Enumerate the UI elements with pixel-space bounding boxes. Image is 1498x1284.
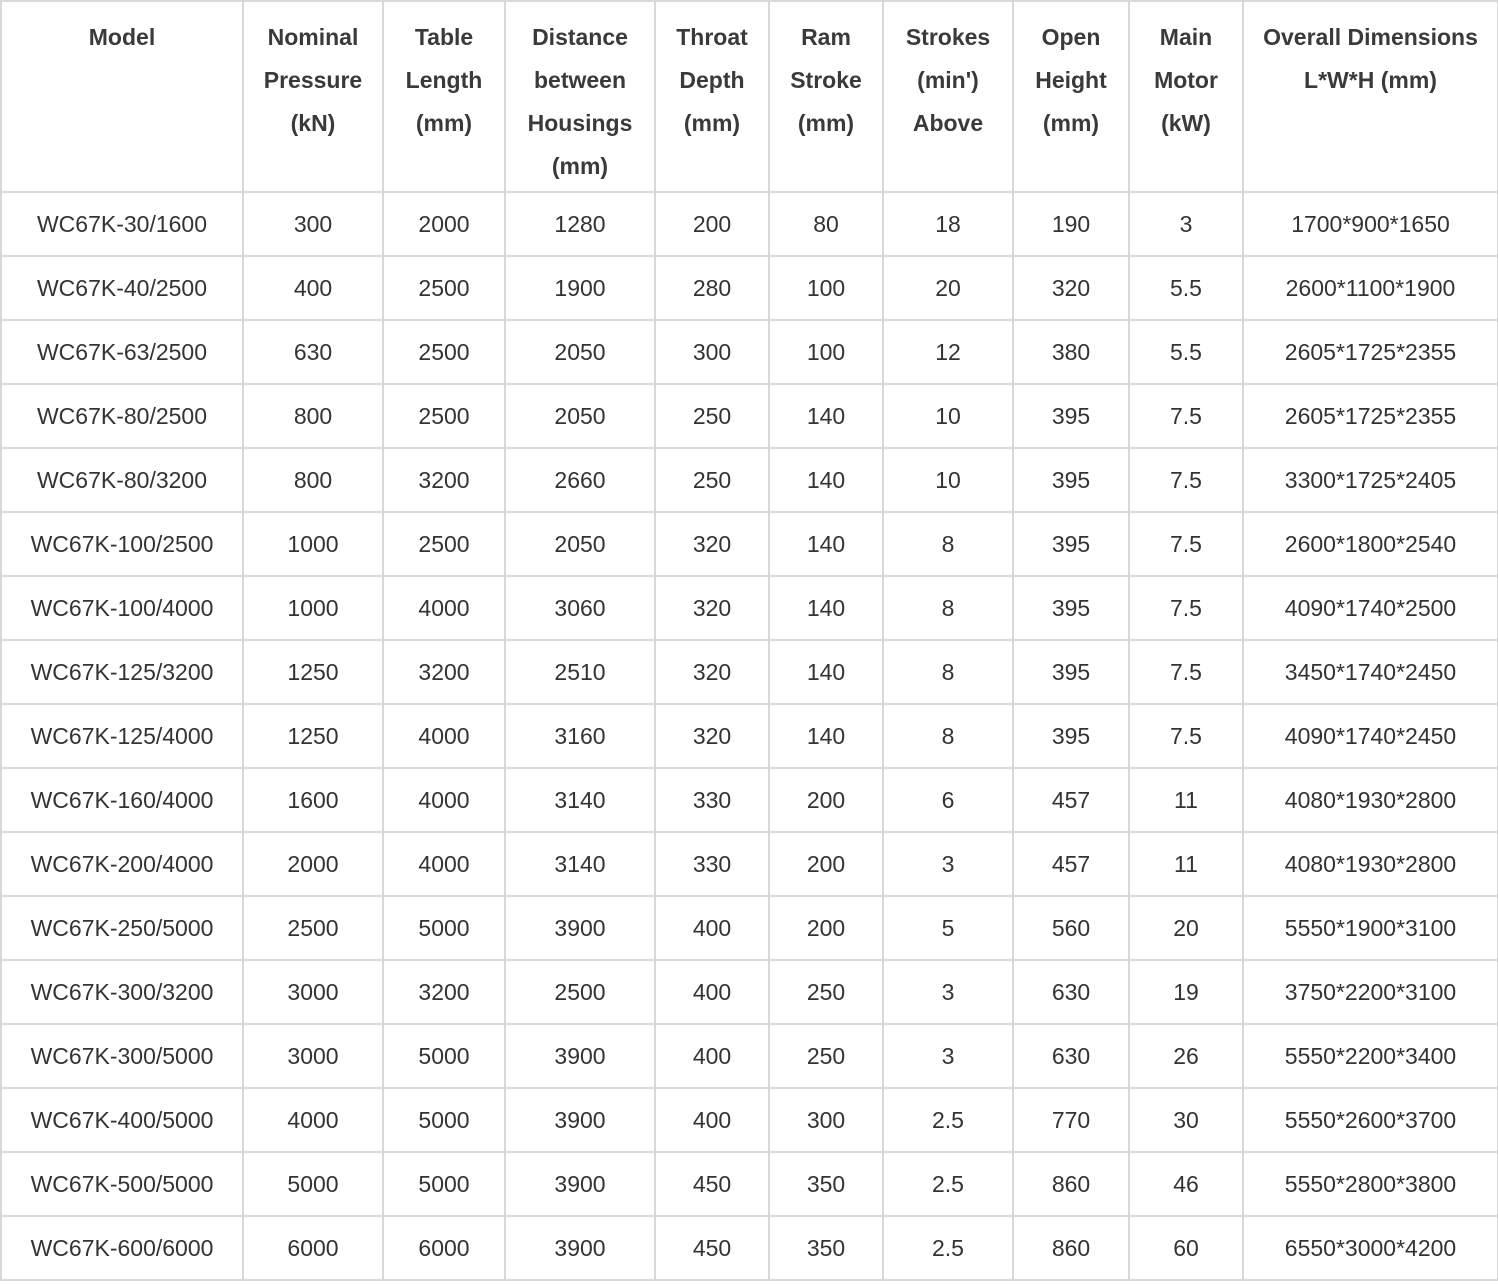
cell-main-motor: 7.5 — [1129, 704, 1243, 768]
cell-model: WC67K-80/2500 — [1, 384, 243, 448]
cell-strokes: 18 — [883, 192, 1013, 256]
cell-open-height: 457 — [1013, 832, 1129, 896]
cell-distance-between-housings: 3160 — [505, 704, 655, 768]
header-main-motor — [1129, 1, 1243, 192]
cell-strokes: 10 — [883, 448, 1013, 512]
cell-open-height: 395 — [1013, 512, 1129, 576]
cell-strokes: 6 — [883, 768, 1013, 832]
header-distance-between-housings — [505, 1, 655, 192]
cell-strokes: 2.5 — [883, 1152, 1013, 1216]
cell-overall-dimensions: 2605*1725*2355 — [1243, 320, 1498, 384]
table-row — [1, 1216, 1498, 1280]
header-line: Length — [405, 67, 483, 93]
header-line: Housings — [527, 110, 633, 136]
cell-throat-depth: 320 — [655, 640, 769, 704]
header-line: (mm) — [551, 153, 609, 179]
cell-strokes: 8 — [883, 576, 1013, 640]
cell-ram-stroke: 100 — [769, 256, 883, 320]
cell-open-height: 770 — [1013, 1088, 1129, 1152]
cell-table-length: 4000 — [383, 704, 505, 768]
header-line: (min') — [917, 67, 979, 93]
cell-ram-stroke: 200 — [769, 896, 883, 960]
header-throat-depth — [655, 1, 769, 192]
cell-table-length: 3200 — [383, 448, 505, 512]
cell-table-length: 4000 — [383, 576, 505, 640]
table-row — [1, 1152, 1498, 1216]
cell-model: WC67K-300/5000 — [1, 1024, 243, 1088]
table-row — [1, 896, 1498, 960]
cell-open-height: 860 — [1013, 1216, 1129, 1280]
cell-nominal-pressure: 6000 — [243, 1216, 383, 1280]
table-row — [1, 1088, 1498, 1152]
cell-main-motor: 20 — [1129, 896, 1243, 960]
header-line: between — [533, 67, 627, 93]
cell-strokes: 8 — [883, 704, 1013, 768]
cell-distance-between-housings: 1280 — [505, 192, 655, 256]
cell-table-length: 2500 — [383, 512, 505, 576]
cell-table-length: 2500 — [383, 320, 505, 384]
cell-main-motor: 7.5 — [1129, 576, 1243, 640]
cell-open-height: 560 — [1013, 896, 1129, 960]
cell-distance-between-housings: 2050 — [505, 320, 655, 384]
cell-ram-stroke: 250 — [769, 1024, 883, 1088]
cell-nominal-pressure: 1000 — [243, 512, 383, 576]
cell-model: WC67K-400/5000 — [1, 1088, 243, 1152]
cell-nominal-pressure: 1250 — [243, 640, 383, 704]
cell-strokes: 8 — [883, 640, 1013, 704]
cell-distance-between-housings: 3060 — [505, 576, 655, 640]
cell-throat-depth: 330 — [655, 832, 769, 896]
cell-throat-depth: 400 — [655, 1024, 769, 1088]
cell-table-length: 5000 — [383, 1152, 505, 1216]
cell-ram-stroke: 140 — [769, 384, 883, 448]
cell-open-height: 630 — [1013, 960, 1129, 1024]
cell-nominal-pressure: 1250 — [243, 704, 383, 768]
cell-nominal-pressure: 800 — [243, 448, 383, 512]
cell-strokes: 2.5 — [883, 1216, 1013, 1280]
cell-overall-dimensions: 5550*1900*3100 — [1243, 896, 1498, 960]
cell-distance-between-housings: 3900 — [505, 1024, 655, 1088]
cell-throat-depth: 450 — [655, 1152, 769, 1216]
cell-ram-stroke: 250 — [769, 960, 883, 1024]
cell-model: WC67K-200/4000 — [1, 832, 243, 896]
header-line: (kN) — [290, 110, 336, 136]
cell-overall-dimensions: 4080*1930*2800 — [1243, 768, 1498, 832]
header-line: Strokes — [905, 24, 991, 50]
cell-open-height: 630 — [1013, 1024, 1129, 1088]
cell-nominal-pressure: 2500 — [243, 896, 383, 960]
cell-throat-depth: 330 — [655, 768, 769, 832]
table-header — [1, 1, 1498, 192]
cell-main-motor: 30 — [1129, 1088, 1243, 1152]
cell-main-motor: 5.5 — [1129, 320, 1243, 384]
header-nominal-pressure — [243, 1, 383, 192]
cell-overall-dimensions: 2605*1725*2355 — [1243, 384, 1498, 448]
cell-strokes: 2.5 — [883, 1088, 1013, 1152]
cell-main-motor: 26 — [1129, 1024, 1243, 1088]
cell-strokes: 10 — [883, 384, 1013, 448]
header-table-length — [383, 1, 505, 192]
cell-open-height: 860 — [1013, 1152, 1129, 1216]
cell-table-length: 5000 — [383, 1088, 505, 1152]
cell-table-length: 2500 — [383, 384, 505, 448]
cell-model: WC67K-125/4000 — [1, 704, 243, 768]
cell-overall-dimensions: 1700*900*1650 — [1243, 192, 1498, 256]
cell-throat-depth: 400 — [655, 896, 769, 960]
cell-table-length: 5000 — [383, 896, 505, 960]
cell-model: WC67K-500/5000 — [1, 1152, 243, 1216]
cell-distance-between-housings: 1900 — [505, 256, 655, 320]
table-row — [1, 576, 1498, 640]
cell-nominal-pressure: 400 — [243, 256, 383, 320]
cell-throat-depth: 320 — [655, 512, 769, 576]
cell-strokes: 5 — [883, 896, 1013, 960]
table-row — [1, 960, 1498, 1024]
cell-overall-dimensions: 6550*3000*4200 — [1243, 1216, 1498, 1280]
cell-main-motor: 19 — [1129, 960, 1243, 1024]
cell-ram-stroke: 200 — [769, 768, 883, 832]
header-model — [1, 1, 243, 192]
cell-open-height: 457 — [1013, 768, 1129, 832]
header-line: (mm) — [683, 110, 741, 136]
cell-ram-stroke: 100 — [769, 320, 883, 384]
cell-main-motor: 7.5 — [1129, 384, 1243, 448]
cell-open-height: 395 — [1013, 576, 1129, 640]
cell-nominal-pressure: 630 — [243, 320, 383, 384]
cell-ram-stroke: 80 — [769, 192, 883, 256]
cell-nominal-pressure: 1600 — [243, 768, 383, 832]
cell-open-height: 395 — [1013, 384, 1129, 448]
cell-open-height: 395 — [1013, 704, 1129, 768]
cell-table-length: 3200 — [383, 640, 505, 704]
cell-overall-dimensions: 4080*1930*2800 — [1243, 832, 1498, 896]
cell-nominal-pressure: 3000 — [243, 1024, 383, 1088]
cell-strokes: 12 — [883, 320, 1013, 384]
cell-table-length: 2000 — [383, 192, 505, 256]
cell-strokes: 8 — [883, 512, 1013, 576]
cell-throat-depth: 200 — [655, 192, 769, 256]
cell-model: WC67K-125/3200 — [1, 640, 243, 704]
cell-ram-stroke: 140 — [769, 448, 883, 512]
cell-nominal-pressure: 4000 — [243, 1088, 383, 1152]
cell-ram-stroke: 140 — [769, 512, 883, 576]
cell-strokes: 3 — [883, 960, 1013, 1024]
cell-overall-dimensions: 5550*2600*3700 — [1243, 1088, 1498, 1152]
header-line: Open — [1041, 24, 1101, 50]
cell-ram-stroke: 200 — [769, 832, 883, 896]
table-row — [1, 320, 1498, 384]
cell-distance-between-housings: 2050 — [505, 512, 655, 576]
cell-main-motor: 60 — [1129, 1216, 1243, 1280]
cell-table-length: 6000 — [383, 1216, 505, 1280]
cell-main-motor: 11 — [1129, 768, 1243, 832]
cell-throat-depth: 320 — [655, 704, 769, 768]
cell-strokes: 20 — [883, 256, 1013, 320]
cell-nominal-pressure: 800 — [243, 384, 383, 448]
cell-strokes: 3 — [883, 1024, 1013, 1088]
cell-overall-dimensions: 4090*1740*2500 — [1243, 576, 1498, 640]
cell-main-motor: 5.5 — [1129, 256, 1243, 320]
table-row — [1, 384, 1498, 448]
cell-nominal-pressure: 5000 — [243, 1152, 383, 1216]
table-row — [1, 768, 1498, 832]
cell-throat-depth: 400 — [655, 960, 769, 1024]
cell-model: WC67K-300/3200 — [1, 960, 243, 1024]
header-open-height — [1013, 1, 1129, 192]
cell-distance-between-housings: 3900 — [505, 1088, 655, 1152]
cell-model: WC67K-160/4000 — [1, 768, 243, 832]
cell-ram-stroke: 140 — [769, 704, 883, 768]
cell-model: WC67K-40/2500 — [1, 256, 243, 320]
header-line: Distance — [532, 24, 628, 50]
cell-nominal-pressure: 3000 — [243, 960, 383, 1024]
cell-distance-between-housings: 2660 — [505, 448, 655, 512]
header-line: Table — [414, 24, 474, 50]
header-line: (kW) — [1161, 110, 1211, 136]
cell-open-height: 190 — [1013, 192, 1129, 256]
cell-distance-between-housings: 3140 — [505, 768, 655, 832]
cell-table-length: 4000 — [383, 832, 505, 896]
table-row — [1, 1024, 1498, 1088]
cell-ram-stroke: 350 — [769, 1152, 883, 1216]
cell-open-height: 395 — [1013, 640, 1129, 704]
header-overall-dimensions — [1243, 1, 1498, 192]
header-line: Nominal — [267, 24, 359, 50]
header-strokes — [883, 1, 1013, 192]
cell-throat-depth: 250 — [655, 448, 769, 512]
cell-model: WC67K-80/3200 — [1, 448, 243, 512]
table-row — [1, 704, 1498, 768]
cell-ram-stroke: 140 — [769, 640, 883, 704]
cell-nominal-pressure: 1000 — [243, 576, 383, 640]
cell-strokes: 3 — [883, 832, 1013, 896]
cell-distance-between-housings: 3140 — [505, 832, 655, 896]
table-row — [1, 256, 1498, 320]
cell-open-height: 380 — [1013, 320, 1129, 384]
cell-model: WC67K-100/4000 — [1, 576, 243, 640]
cell-throat-depth: 320 — [655, 576, 769, 640]
cell-overall-dimensions: 5550*2800*3800 — [1243, 1152, 1498, 1216]
cell-distance-between-housings: 3900 — [505, 896, 655, 960]
cell-model: WC67K-63/2500 — [1, 320, 243, 384]
cell-throat-depth: 300 — [655, 320, 769, 384]
cell-table-length: 2500 — [383, 256, 505, 320]
table-row — [1, 640, 1498, 704]
table-row — [1, 192, 1498, 256]
cell-table-length: 3200 — [383, 960, 505, 1024]
header-line: Depth — [679, 67, 745, 93]
cell-throat-depth: 280 — [655, 256, 769, 320]
cell-distance-between-housings: 2050 — [505, 384, 655, 448]
header-line: Overall Dimensions — [1263, 24, 1478, 50]
cell-main-motor: 7.5 — [1129, 512, 1243, 576]
cell-overall-dimensions: 2600*1100*1900 — [1243, 256, 1498, 320]
cell-overall-dimensions: 3300*1725*2405 — [1243, 448, 1498, 512]
header-row — [1, 1, 1498, 192]
cell-ram-stroke: 140 — [769, 576, 883, 640]
cell-nominal-pressure: 2000 — [243, 832, 383, 896]
header-line: Model — [88, 24, 156, 50]
cell-distance-between-housings: 2510 — [505, 640, 655, 704]
cell-throat-depth: 450 — [655, 1216, 769, 1280]
cell-main-motor: 3 — [1129, 192, 1243, 256]
header-line: Throat — [676, 24, 748, 50]
cell-table-length: 5000 — [383, 1024, 505, 1088]
header-line: Ram — [801, 24, 851, 50]
cell-throat-depth: 250 — [655, 384, 769, 448]
cell-overall-dimensions: 3450*1740*2450 — [1243, 640, 1498, 704]
cell-nominal-pressure: 300 — [243, 192, 383, 256]
header-line: (mm) — [415, 110, 473, 136]
cell-main-motor: 46 — [1129, 1152, 1243, 1216]
cell-overall-dimensions: 5550*2200*3400 — [1243, 1024, 1498, 1088]
header-line: (mm) — [797, 110, 855, 136]
cell-overall-dimensions: 3750*2200*3100 — [1243, 960, 1498, 1024]
cell-model: WC67K-30/1600 — [1, 192, 243, 256]
cell-ram-stroke: 300 — [769, 1088, 883, 1152]
cell-model: WC67K-100/2500 — [1, 512, 243, 576]
cell-distance-between-housings: 2500 — [505, 960, 655, 1024]
header-line: Motor — [1154, 67, 1218, 93]
table-body — [1, 192, 1498, 1280]
header-ram-stroke — [769, 1, 883, 192]
cell-ram-stroke: 350 — [769, 1216, 883, 1280]
cell-main-motor: 11 — [1129, 832, 1243, 896]
cell-throat-depth: 400 — [655, 1088, 769, 1152]
header-line: L*W*H (mm) — [1304, 67, 1437, 93]
header-line: Pressure — [263, 67, 363, 93]
cell-model: WC67K-600/6000 — [1, 1216, 243, 1280]
cell-open-height: 320 — [1013, 256, 1129, 320]
header-line: Stroke — [790, 67, 862, 93]
header-line: (mm) — [1042, 110, 1100, 136]
cell-main-motor: 7.5 — [1129, 640, 1243, 704]
header-line: Above — [912, 110, 984, 136]
cell-distance-between-housings: 3900 — [505, 1216, 655, 1280]
cell-distance-between-housings: 3900 — [505, 1152, 655, 1216]
cell-table-length: 4000 — [383, 768, 505, 832]
cell-model: WC67K-250/5000 — [1, 896, 243, 960]
cell-main-motor: 7.5 — [1129, 448, 1243, 512]
header-line: Height — [1035, 67, 1107, 93]
cell-overall-dimensions: 2600*1800*2540 — [1243, 512, 1498, 576]
table-row — [1, 832, 1498, 896]
cell-open-height: 395 — [1013, 448, 1129, 512]
table-row — [1, 448, 1498, 512]
header-line: Main — [1159, 24, 1213, 50]
table-row — [1, 512, 1498, 576]
cell-overall-dimensions: 4090*1740*2450 — [1243, 704, 1498, 768]
